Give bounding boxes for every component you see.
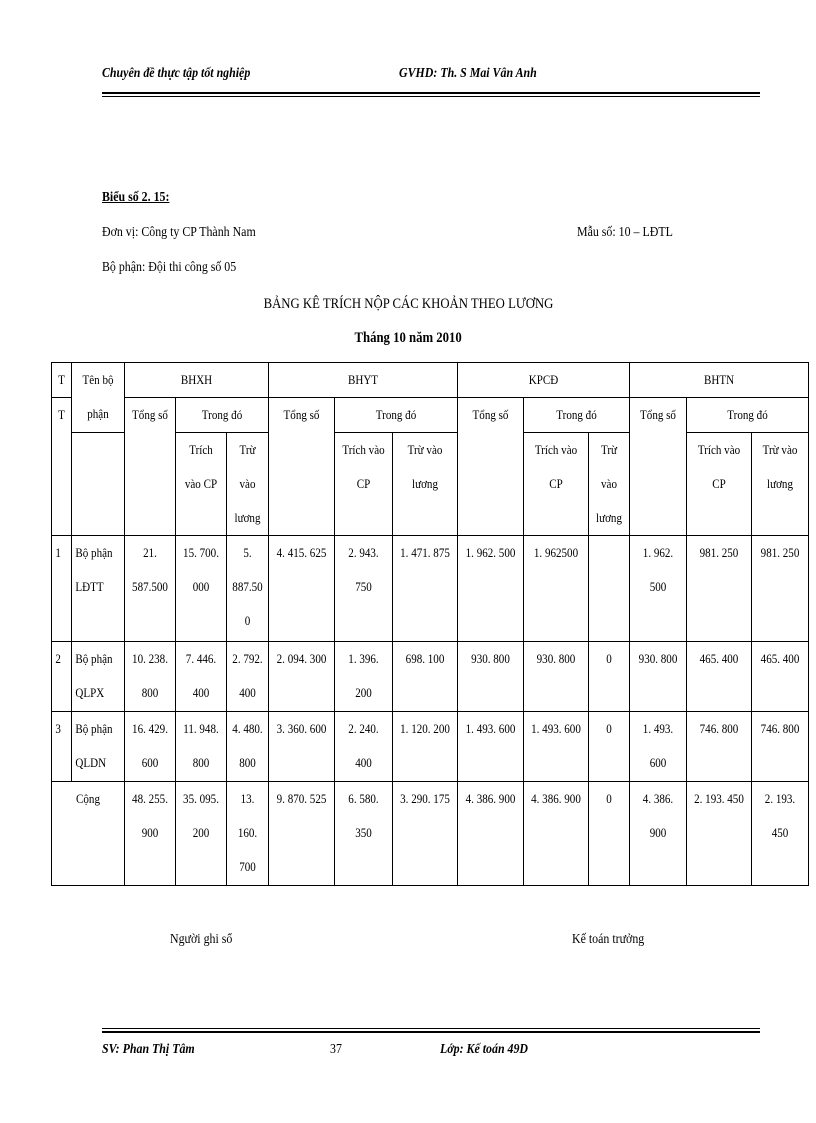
- footer-rule: [102, 1028, 760, 1033]
- total-cell: 4. 386. 900: [642, 791, 674, 840]
- signature-recorder: Người ghi sổ: [170, 932, 233, 947]
- table-cell: 746. 800: [699, 721, 739, 736]
- total-cell: 13. 160. 700: [237, 791, 258, 874]
- bhyt-detail-header: Trong đó: [375, 407, 417, 422]
- bhtn-detail-header: Trong đó: [727, 407, 768, 422]
- bhyt-total-header: Tổng số: [283, 407, 320, 422]
- table-cell: 746. 800: [760, 721, 800, 736]
- table-cell: 15. 700. 000: [183, 545, 219, 594]
- table-cell: 1. 120. 200: [400, 721, 450, 736]
- table-cell: 11. 948. 800: [183, 721, 219, 770]
- total-cell: 48. 255. 900: [132, 791, 168, 840]
- table-cell: 2. 943. 750: [348, 545, 379, 594]
- table-cell: 0: [606, 721, 612, 736]
- col-tt: T: [58, 372, 65, 387]
- bhxh-detail-header: Trong đó: [201, 407, 243, 422]
- footer-student: SV: Phan Thị Tâm: [102, 1042, 195, 1057]
- kpcd-salary-header: Trừ vào lương: [596, 442, 623, 525]
- header-rule: [102, 92, 760, 97]
- table-cell: 1. 493. 600: [465, 721, 516, 736]
- total-cell: 6. 580. 350: [348, 791, 379, 840]
- doc-subtitle: Tháng 10 năm 2010: [354, 330, 462, 346]
- table-cell: 21. 587.500: [132, 545, 168, 594]
- table-cell: 2. 240. 400: [348, 721, 379, 770]
- total-row: [52, 782, 809, 886]
- table-cell: 7. 446. 400: [185, 651, 217, 700]
- table-cell: 16. 429. 600: [132, 721, 168, 770]
- col-name: Tên bộ phận: [82, 372, 114, 421]
- table-cell: 1. 471. 875: [400, 545, 450, 560]
- table-cell: 5. 887.50 0: [232, 545, 263, 628]
- table-cell: 1. 962. 500: [642, 545, 674, 594]
- header-row-2: [52, 398, 809, 433]
- table-cell: 1. 493. 600: [642, 721, 674, 770]
- table-cell: 10. 238. 800: [132, 651, 168, 700]
- total-cell: 4. 386. 900: [465, 791, 516, 806]
- group-bhtn: BHTN: [704, 372, 735, 387]
- total-cell: 0: [606, 791, 612, 806]
- total-cell: 2. 193. 450: [694, 791, 744, 806]
- bhxh-cp-header: Trích vào CP: [184, 442, 218, 491]
- table-cell: 930. 800: [471, 651, 510, 666]
- group-bhyt: BHYT: [347, 372, 379, 387]
- table-cell: 1. 962. 500: [465, 545, 516, 560]
- contribution-table: [51, 362, 809, 886]
- doc-title: BẢNG KÊ TRÍCH NỘP CÁC KHOẢN THEO LƯƠNG: [263, 296, 553, 312]
- table-cell: Bộ phận QLDN: [75, 721, 113, 770]
- table-cell: 0: [606, 651, 612, 666]
- table-cell: 4. 480. 800: [232, 721, 263, 770]
- total-label: Cộng: [76, 791, 100, 806]
- table-cell: 3: [55, 721, 61, 736]
- table-cell: 1. 962500: [533, 545, 579, 560]
- header-left: Chuyên đề thực tập tốt nghiệp: [102, 66, 251, 81]
- footer-page: 37: [330, 1042, 342, 1057]
- table-row: [52, 642, 809, 712]
- table-cell: 3. 360. 600: [276, 721, 327, 736]
- bhtn-total-header: Tổng số: [640, 407, 677, 422]
- header-right: GVHD: Th. S Mai Vân Anh: [399, 66, 537, 81]
- signature-chief-accountant: Kế toán trưởng: [572, 932, 645, 947]
- table-row: [52, 712, 809, 782]
- bhtn-salary-header: Trừ vào lương: [762, 442, 798, 491]
- group-kpcd: KPCĐ: [528, 372, 559, 387]
- table-row: [52, 536, 809, 642]
- bhyt-cp-header: Trích vào CP: [342, 442, 385, 491]
- unit-line: Đơn vị: Công ty CP Thành Nam: [102, 225, 256, 240]
- footer-class: Lớp: Kế toán 49D: [440, 1042, 529, 1057]
- table-cell: Bộ phận QLPX: [75, 651, 113, 700]
- total-cell: 4. 386. 900: [531, 791, 581, 806]
- table-cell: 2. 792. 400: [232, 651, 263, 700]
- table-cell: 1. 396. 200: [348, 651, 379, 700]
- template-number: Mẫu số: 10 – LĐTL: [577, 225, 673, 240]
- table-cell: 2. 094. 300: [276, 651, 327, 666]
- total-cell: 3. 290. 175: [400, 791, 450, 806]
- total-cell: 9. 870. 525: [276, 791, 327, 806]
- header-row-1: [52, 363, 809, 398]
- form-number: Biểu số 2. 15:: [102, 190, 170, 205]
- bhxh-salary-header: Trừ vào lương: [234, 442, 261, 525]
- bhxh-total-header: Tổng số: [132, 407, 168, 422]
- kpcd-detail-header: Trong đó: [556, 407, 597, 422]
- table-cell: 465. 400: [760, 651, 800, 666]
- table-cell: 981. 250: [760, 545, 800, 560]
- table-cell: 698. 100: [405, 651, 445, 666]
- table-cell: 930. 800: [536, 651, 576, 666]
- table-cell: 2: [55, 651, 61, 666]
- col-tt-2: T: [58, 407, 65, 422]
- bhyt-salary-header: Trừ vào lương: [407, 442, 443, 491]
- table-cell: Bộ phận LĐTT: [75, 545, 113, 594]
- table-cell: 1: [55, 545, 61, 560]
- kpcd-total-header: Tổng số: [472, 407, 509, 422]
- group-bhxh: BHXH: [180, 372, 213, 387]
- dept-line: Bộ phận: Đội thi công số 05: [102, 260, 237, 275]
- table-cell: 465. 400: [699, 651, 739, 666]
- table-cell: 1. 493. 600: [531, 721, 581, 736]
- table-cell: 981. 250: [699, 545, 739, 560]
- total-cell: 35. 095. 200: [183, 791, 219, 840]
- bhtn-cp-header: Trích vào CP: [697, 442, 741, 491]
- kpcd-cp-header: Trích vào CP: [534, 442, 578, 491]
- total-cell: 2. 193. 450: [764, 791, 796, 840]
- table-cell: 930. 800: [638, 651, 678, 666]
- table-cell: 4. 415. 625: [276, 545, 327, 560]
